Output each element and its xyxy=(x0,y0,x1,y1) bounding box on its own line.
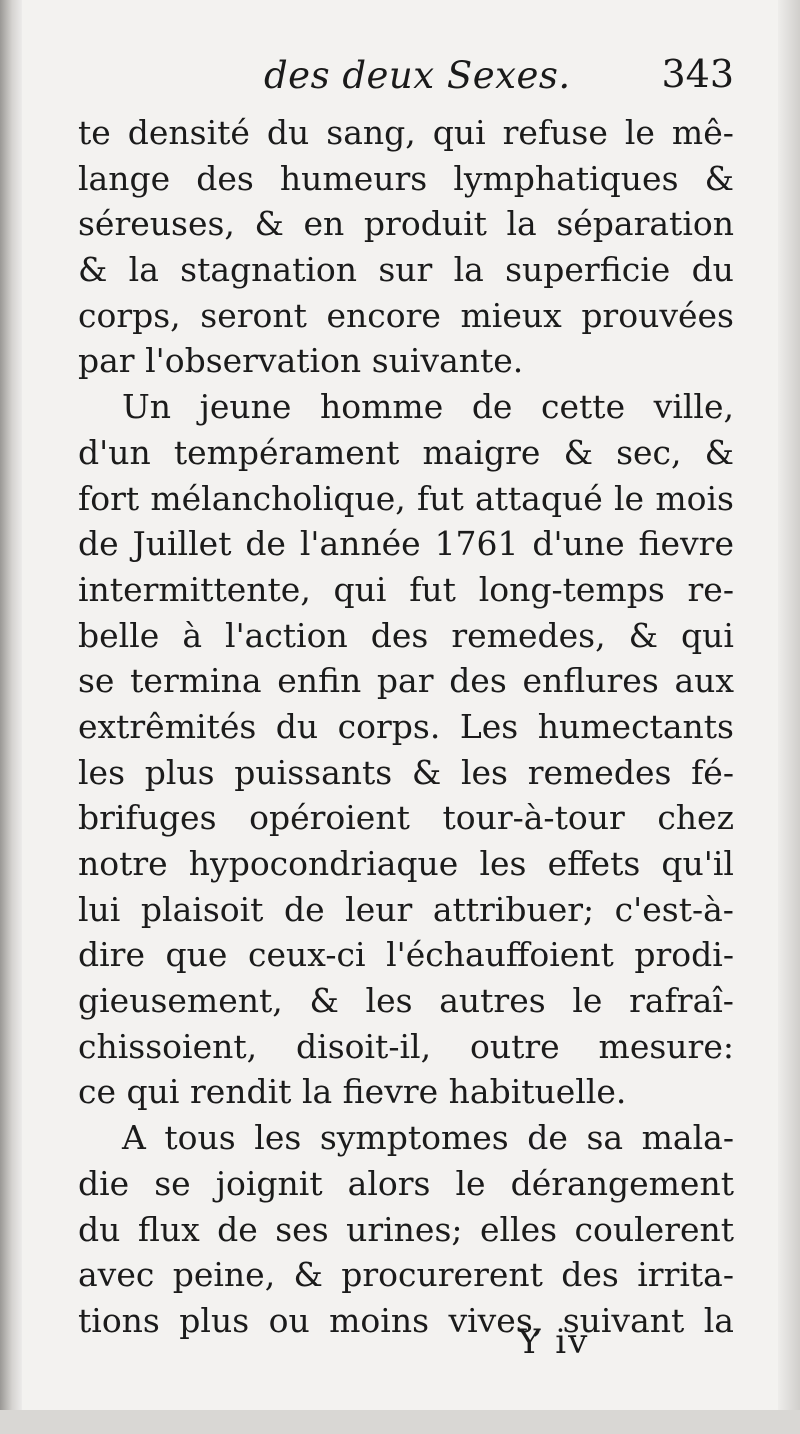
word: les xyxy=(479,844,527,883)
word: c'est-à- xyxy=(614,889,734,929)
word: lui xyxy=(78,889,121,929)
word: ce xyxy=(78,1072,127,1112)
word: le xyxy=(624,113,655,152)
scan-bottom-margin xyxy=(0,1410,800,1434)
word: tions xyxy=(78,1300,160,1340)
word: qui xyxy=(333,569,387,609)
text-line xyxy=(78,384,734,430)
word: leur xyxy=(345,889,413,929)
word: corps, xyxy=(78,295,181,335)
text-line xyxy=(78,750,734,796)
word: tempérament xyxy=(173,432,400,472)
word: mieux xyxy=(460,295,562,335)
word: chissoient, xyxy=(78,1026,258,1066)
word: procurerent xyxy=(341,1255,543,1295)
word: la xyxy=(301,1072,343,1112)
word: sang, xyxy=(326,113,416,152)
word: vives, xyxy=(448,1300,544,1340)
word: le xyxy=(572,981,603,1021)
word: qu'il xyxy=(661,844,734,883)
word: superficie xyxy=(505,250,671,290)
word: les xyxy=(460,752,508,792)
word: fé- xyxy=(691,752,734,792)
word: rafraî- xyxy=(629,981,734,1021)
word: Juillet xyxy=(132,524,232,564)
word: disoit-il, xyxy=(296,1026,432,1066)
word: & xyxy=(293,1255,323,1295)
word: avec xyxy=(78,1255,155,1295)
word: remedes xyxy=(527,752,672,792)
word: de xyxy=(527,1118,568,1158)
word: & xyxy=(254,204,284,244)
word: 1761 xyxy=(434,524,519,564)
word: notre xyxy=(78,844,168,883)
word: & xyxy=(628,615,658,655)
text-line xyxy=(78,704,734,750)
word: habituelle. xyxy=(448,1072,627,1112)
word: le xyxy=(455,1163,486,1203)
word: termina xyxy=(130,661,262,701)
word: irrita- xyxy=(637,1255,734,1295)
word: coulerent xyxy=(574,1209,734,1249)
word: densité xyxy=(127,113,250,152)
text-line xyxy=(78,156,734,202)
word: intermittente, xyxy=(78,569,311,609)
word: remedes, xyxy=(451,615,606,655)
word: l'année xyxy=(299,524,421,564)
word: des xyxy=(449,661,507,701)
word: & xyxy=(411,752,442,792)
word: attaqué xyxy=(474,478,603,518)
word: & xyxy=(704,158,734,198)
word: sa xyxy=(586,1118,624,1158)
text-line xyxy=(78,658,734,704)
page-number: 343 xyxy=(661,52,734,96)
word: enflures xyxy=(522,661,659,701)
word: sur xyxy=(378,250,433,290)
text-line xyxy=(78,1069,734,1115)
word: par xyxy=(78,341,146,381)
text-line xyxy=(78,613,734,659)
word: symptomes xyxy=(319,1118,509,1158)
word: plus xyxy=(144,752,215,792)
word: & xyxy=(309,981,339,1021)
word: des xyxy=(370,615,429,655)
word: jeune xyxy=(199,387,292,427)
word: les xyxy=(365,981,413,1021)
text-line xyxy=(78,247,734,293)
word: re- xyxy=(687,569,734,609)
word: die xyxy=(78,1163,130,1203)
word: chez xyxy=(657,798,734,838)
word: à xyxy=(182,615,202,655)
word: du xyxy=(266,113,310,152)
word: le xyxy=(614,478,645,518)
word: de xyxy=(471,387,513,427)
word: aux xyxy=(674,661,734,701)
text-line xyxy=(78,567,734,613)
word: ceux-ci xyxy=(248,935,366,975)
word: mélancholique, xyxy=(150,478,406,518)
word: moins xyxy=(329,1300,430,1340)
word: en xyxy=(303,204,345,244)
text-body xyxy=(78,110,734,1344)
word: sec, xyxy=(616,432,682,472)
text-line xyxy=(78,978,734,1024)
word: & xyxy=(704,432,734,472)
word: la xyxy=(453,250,484,290)
word: humectants xyxy=(537,706,734,746)
word: flux xyxy=(137,1209,200,1249)
word: seront xyxy=(200,295,307,335)
text-line xyxy=(78,887,734,933)
word: tour-à-tour xyxy=(442,798,625,838)
word: cette xyxy=(541,387,626,427)
word: se xyxy=(78,661,115,701)
word: lange xyxy=(78,158,171,198)
word: fievre xyxy=(342,1072,449,1112)
word: du xyxy=(275,706,319,746)
word: des xyxy=(196,158,254,198)
word: de xyxy=(245,524,286,564)
word: prouvées xyxy=(581,295,734,335)
text-line xyxy=(78,293,734,339)
word: attribuer; xyxy=(432,889,595,929)
text-line xyxy=(78,1298,734,1344)
word: de xyxy=(78,524,119,564)
text-line xyxy=(78,1115,734,1161)
text-line xyxy=(78,201,734,247)
word: encore xyxy=(326,295,441,335)
word: gieusement, xyxy=(78,981,283,1021)
word: l'échauffoient xyxy=(386,935,614,975)
word: mala- xyxy=(641,1118,734,1158)
word: ses xyxy=(275,1209,329,1249)
text-line xyxy=(78,338,734,384)
word: humeurs xyxy=(279,158,428,198)
word: refuse xyxy=(502,113,608,152)
word: les xyxy=(78,752,126,792)
word: qui xyxy=(432,113,486,152)
word: fort xyxy=(78,478,140,518)
word: belle xyxy=(78,615,160,655)
word: corps. xyxy=(337,706,441,746)
word: mois xyxy=(655,478,734,518)
word: A xyxy=(122,1118,146,1158)
word: plus xyxy=(179,1300,250,1340)
text-line xyxy=(78,430,734,476)
word: séparation xyxy=(556,204,734,244)
word: effets xyxy=(547,844,641,883)
word: stagnation xyxy=(180,250,358,290)
word: de xyxy=(283,889,325,929)
text-line xyxy=(78,1252,734,1298)
text-line xyxy=(78,521,734,567)
word: te xyxy=(78,113,111,152)
word: lymphatiques xyxy=(453,158,679,198)
word: séreuses, xyxy=(78,204,235,244)
word: plaisoit xyxy=(140,889,264,929)
word: se xyxy=(154,1163,191,1203)
word: elles xyxy=(479,1209,558,1249)
word: homme xyxy=(320,387,444,427)
text-line xyxy=(78,795,734,841)
signature-mark: Y iv xyxy=(518,1322,590,1362)
word: suivante. xyxy=(371,341,524,381)
word: que xyxy=(165,935,228,975)
word: de xyxy=(217,1209,258,1249)
running-title: des deux Sexes. xyxy=(264,54,571,97)
word: & xyxy=(563,432,593,472)
text-line xyxy=(78,932,734,978)
word: rendit xyxy=(189,1072,302,1112)
page-edge xyxy=(778,0,800,1434)
word: opéroient xyxy=(249,798,410,838)
word: du xyxy=(78,1209,121,1249)
word: maigre xyxy=(422,432,541,472)
word: l'observation xyxy=(145,341,372,381)
word: les xyxy=(254,1118,302,1158)
word: la xyxy=(703,1300,734,1340)
word: dérangement xyxy=(510,1163,734,1203)
word: long-temps xyxy=(478,569,665,609)
word: suivant xyxy=(562,1300,685,1340)
word: brifuges xyxy=(78,798,217,838)
word: Un xyxy=(122,387,172,427)
word: urines; xyxy=(346,1209,463,1249)
word: ville, xyxy=(653,387,734,427)
word: puissants xyxy=(234,752,393,792)
word: peine, xyxy=(172,1255,276,1295)
word: extrêmités xyxy=(78,706,257,746)
text-line xyxy=(78,476,734,522)
word: produit xyxy=(363,204,487,244)
word: & xyxy=(78,250,108,290)
word: tous xyxy=(164,1118,236,1158)
word: enfin xyxy=(277,661,362,701)
word: d'un xyxy=(78,432,151,472)
text-line xyxy=(78,1207,734,1253)
word: du xyxy=(691,250,734,290)
word: fut xyxy=(409,569,456,609)
word: d'une xyxy=(532,524,625,564)
word: outre xyxy=(469,1026,560,1066)
word: fievre xyxy=(638,524,734,564)
word: la xyxy=(128,250,159,290)
word: qui xyxy=(126,1072,190,1112)
word: ou xyxy=(268,1300,310,1340)
word: joignit xyxy=(215,1163,323,1203)
word: alors xyxy=(347,1163,431,1203)
word: fut xyxy=(417,478,464,518)
word: mê- xyxy=(671,113,734,152)
word: des xyxy=(561,1255,619,1295)
word: l'action xyxy=(225,615,348,655)
book-spine-shadow xyxy=(0,0,22,1434)
page-header xyxy=(78,48,734,104)
word: hypocondriaque xyxy=(188,844,459,883)
text-line xyxy=(78,1161,734,1207)
word: par xyxy=(376,661,434,701)
word: prodi- xyxy=(634,935,734,975)
word: dire xyxy=(78,935,145,975)
word: autres xyxy=(439,981,546,1021)
word: Les xyxy=(459,706,519,746)
word: mesure: xyxy=(598,1026,734,1066)
text-line xyxy=(78,110,734,156)
text-line xyxy=(78,841,734,887)
text-line xyxy=(78,1024,734,1070)
word: la xyxy=(506,204,537,244)
word: qui xyxy=(680,615,734,655)
